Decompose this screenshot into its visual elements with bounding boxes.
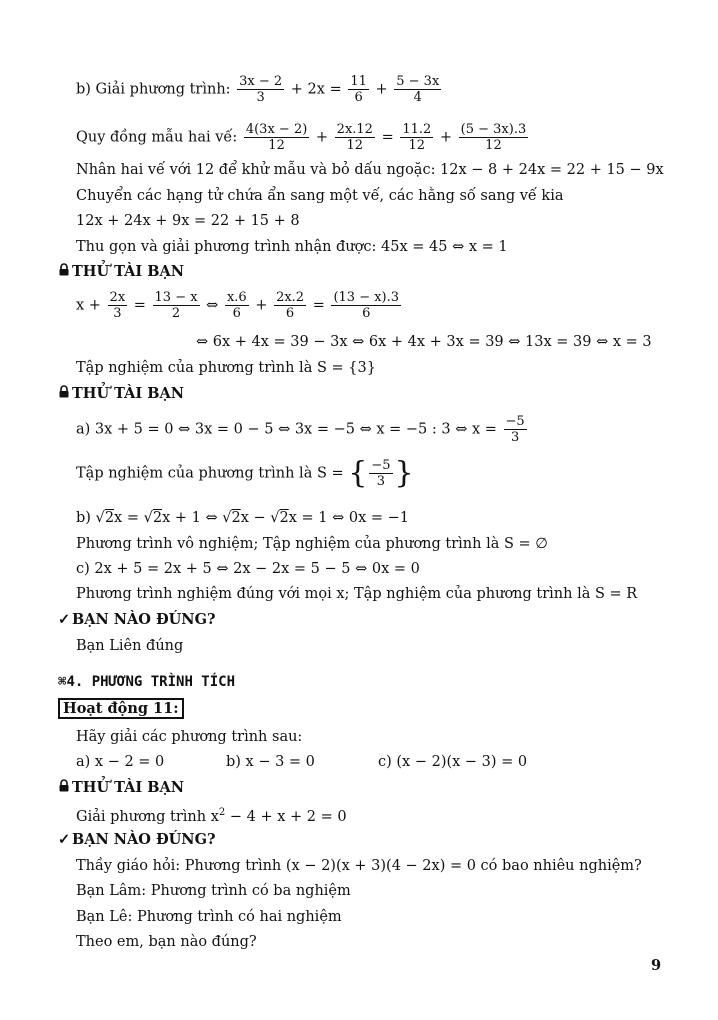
lock-icon	[58, 384, 70, 404]
section-heading: ✓ BẠN NÀO ĐÚNG?	[58, 831, 216, 848]
text-line: 12x + 24x + 9x = 22 + 15 + 8	[76, 213, 300, 229]
equation-line: b) √2x = √2x + 1 ⇔ √2x − √2x = 1 ⇔ 0x = −1	[76, 510, 410, 526]
equation-line: a) 3x + 5 = 0 ⇔ 3x = 0 − 5 ⇔ 3x = −5 ⇔ x = −5 : 3 ⇔ x = $\frac{-5}{3}$	[76, 414, 525, 445]
text-line: b) x − 3 = 0	[226, 754, 315, 770]
text-line: Phương trình vô nghiệm; Tập nghiệm của phương trình là S = ∅	[76, 536, 548, 552]
text-line: Bạn Lê: Phương trình có hai nghiệm	[76, 909, 342, 925]
section-heading: THỬ TÀI BẠN	[58, 384, 184, 404]
text-line: ⇔ 6x + 4x = 39 − 3x ⇔ 6x + 4x + 3x = 39 ⇔ 13x = 39 ⇔ x = 3	[196, 334, 652, 350]
text-line: Chuyển các hạng tử chứa ẩn sang một vế, các hằng số sang vế kia	[76, 188, 564, 204]
text-line: Phương trình nghiệm đúng với mọi x; Tập nghiệm của phương trình là S = R	[76, 586, 638, 602]
text-line: Bạn Lâm: Phương trình có ba nghiệm	[76, 883, 351, 899]
text-line: Thu gọn và giải phương trình nhận được: 45x = 45 ⇔ x = 1	[76, 239, 508, 255]
solution-set-line: Tập nghiệm của phương trình là S = { $\frac{-5}{3}$ }	[76, 455, 414, 491]
page-number: 9	[651, 957, 662, 974]
equation-b: b) Giải phương trình: $\frac{3x - 2}{3}$ + 2x = $\frac{11}{6}$ + $\frac{5 - 3x}{4}$	[76, 74, 440, 105]
text-line: Hãy giải các phương trình sau:	[76, 729, 303, 745]
lock-icon	[58, 262, 70, 282]
text-line: c) (x − 2)(x − 3) = 0	[378, 754, 528, 770]
lock-icon	[58, 778, 70, 798]
section-heading: THỬ TÀI BẠN	[58, 262, 184, 282]
common-denominator-line: Quy đồng mẫu hai vế: $\frac{4(3x - 2)}{12}$ + $\frac{2x.12}{12}$ = $\frac{11.2}{12}$ + $\frac{(5 - 3x).3}{12}$	[76, 122, 527, 153]
section-heading: ✓ BẠN NÀO ĐÚNG?	[58, 611, 216, 628]
section-icon: ⌘	[58, 674, 67, 690]
text-line: Tập nghiệm của phương trình là S = {3}	[76, 360, 376, 376]
check-icon: ✓	[58, 831, 71, 848]
text-line: Bạn Liên đúng	[76, 638, 184, 654]
equation-line: x + $\frac{2x}{3}$ = $\frac{13 - x}{2}$ ⇔ $\frac{x.6}{6}$ + $\frac{2x.2}{6}$ = $\frac{(13 - x).3}{6}$	[76, 290, 400, 321]
section-heading: THỬ TÀI BẠN	[58, 778, 184, 798]
equation-line: Giải phương trình $x^2 - 4 + x + 2 = 0$	[76, 807, 347, 825]
text-line: Thầy giáo hỏi: Phương trình (x − 2)(x + 3)(4 − 2x) = 0 có bao nhiêu nghiệm?	[76, 858, 642, 874]
check-icon: ✓	[58, 611, 71, 628]
activity-box: Hoạt động 11:	[58, 699, 184, 719]
text-line: Theo em, bạn nào đúng?	[76, 934, 257, 950]
text-line: Nhân hai vế với 12 để khử mẫu và bỏ dấu ngoặc: 12x − 8 + 24x = 22 + 15 − 9x	[76, 162, 664, 178]
section-title: ⌘4. PHƯƠNG TRÌNH TÍCH	[58, 674, 236, 690]
text-line: c) 2x + 5 = 2x + 5 ⇔ 2x − 2x = 5 − 5 ⇔ 0x = 0	[76, 561, 420, 577]
text-line: a) x − 2 = 0	[76, 754, 165, 770]
